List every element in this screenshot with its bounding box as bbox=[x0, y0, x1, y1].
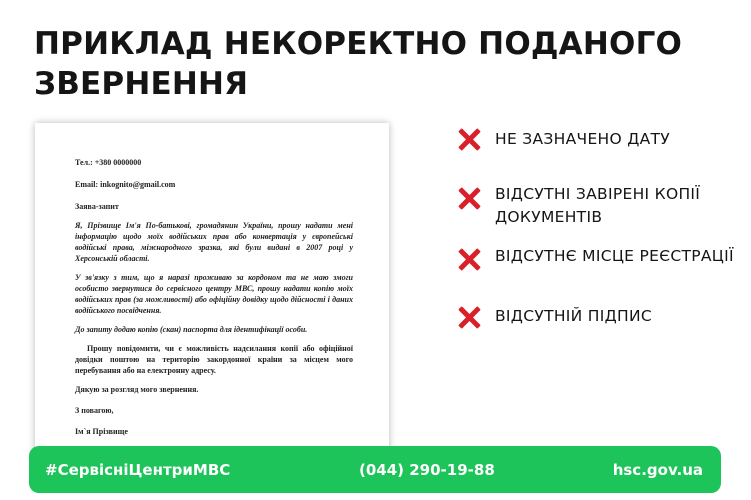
letter-paragraph-2: У зв'язку з тим, що я наразі проживаю за кордоном та не маю змоги особисто звернутися до сервісного центру МВС, прошу надати копію моїх водійських прав (за можливості) або офіційну довідку щодо дійсності і даних водійського посвідчення. bbox=[75, 273, 353, 315]
letter-paragraph-1: Я, Прізвище Ім'я По-батькові, громадянин України, прошу надати мені інформацію щодо моїх водійських прав або конвертація у європейські водійські права, міжнародного зразка, які були видані в 2007 році у Херсонській області. bbox=[75, 221, 353, 263]
letter-regards: З повагою, bbox=[75, 406, 114, 415]
sample-letter-document bbox=[35, 123, 389, 463]
letter-thanks: Дякую за розгляд мого звернення. bbox=[75, 385, 199, 394]
letter-signature-name: Ім`я Прізвище bbox=[75, 427, 128, 436]
letter-paragraph-3: До запиту додаю копію (скан) паспорта для ідентифікації особи. bbox=[75, 325, 308, 334]
letter-paragraph-4: Прошу повідомити, чи є можливість надсилання копії або офіційної довідки поштою на територію закордонної країни за місцем мого перебування або на електронну адресу. bbox=[75, 344, 353, 375]
page-title-line-1: ПРИКЛАД НЕКОРЕКТНО ПОДАНОГО bbox=[34, 26, 683, 62]
cross-icon bbox=[457, 305, 481, 329]
page-title bbox=[34, 24, 694, 104]
issue-text: ВІДСУТНІ ЗАВІРЕНІ КОПІЇ ДОКУМЕНТІВ bbox=[495, 185, 701, 226]
footer-phone: (044) 290-19-88 bbox=[359, 461, 495, 479]
issue-text: ВІДСУТНІЙ ПІДПИС bbox=[495, 307, 653, 325]
letter-phone: Тел.: +380 0000000 bbox=[75, 158, 142, 167]
issue-text: НЕ ЗАЗНАЧЕНО ДАТУ bbox=[495, 130, 671, 148]
letter-request-label: Заява-запит bbox=[75, 202, 119, 211]
cross-icon bbox=[457, 127, 481, 151]
page-title-line-2: ЗВЕРНЕННЯ bbox=[34, 66, 249, 102]
footer-website: hsc.gov.ua bbox=[612, 461, 703, 479]
cross-icon bbox=[457, 247, 481, 271]
issue-text: ВІДСУТНЄ МІСЦЕ РЕЄСТРАЦІЇ bbox=[495, 247, 734, 265]
footer-banner bbox=[29, 446, 721, 493]
letter-email: Email: inkognito@gmail.com bbox=[75, 180, 176, 189]
footer-hashtag: #СервісніЦентриМВС bbox=[45, 461, 231, 479]
cross-icon bbox=[457, 186, 481, 210]
